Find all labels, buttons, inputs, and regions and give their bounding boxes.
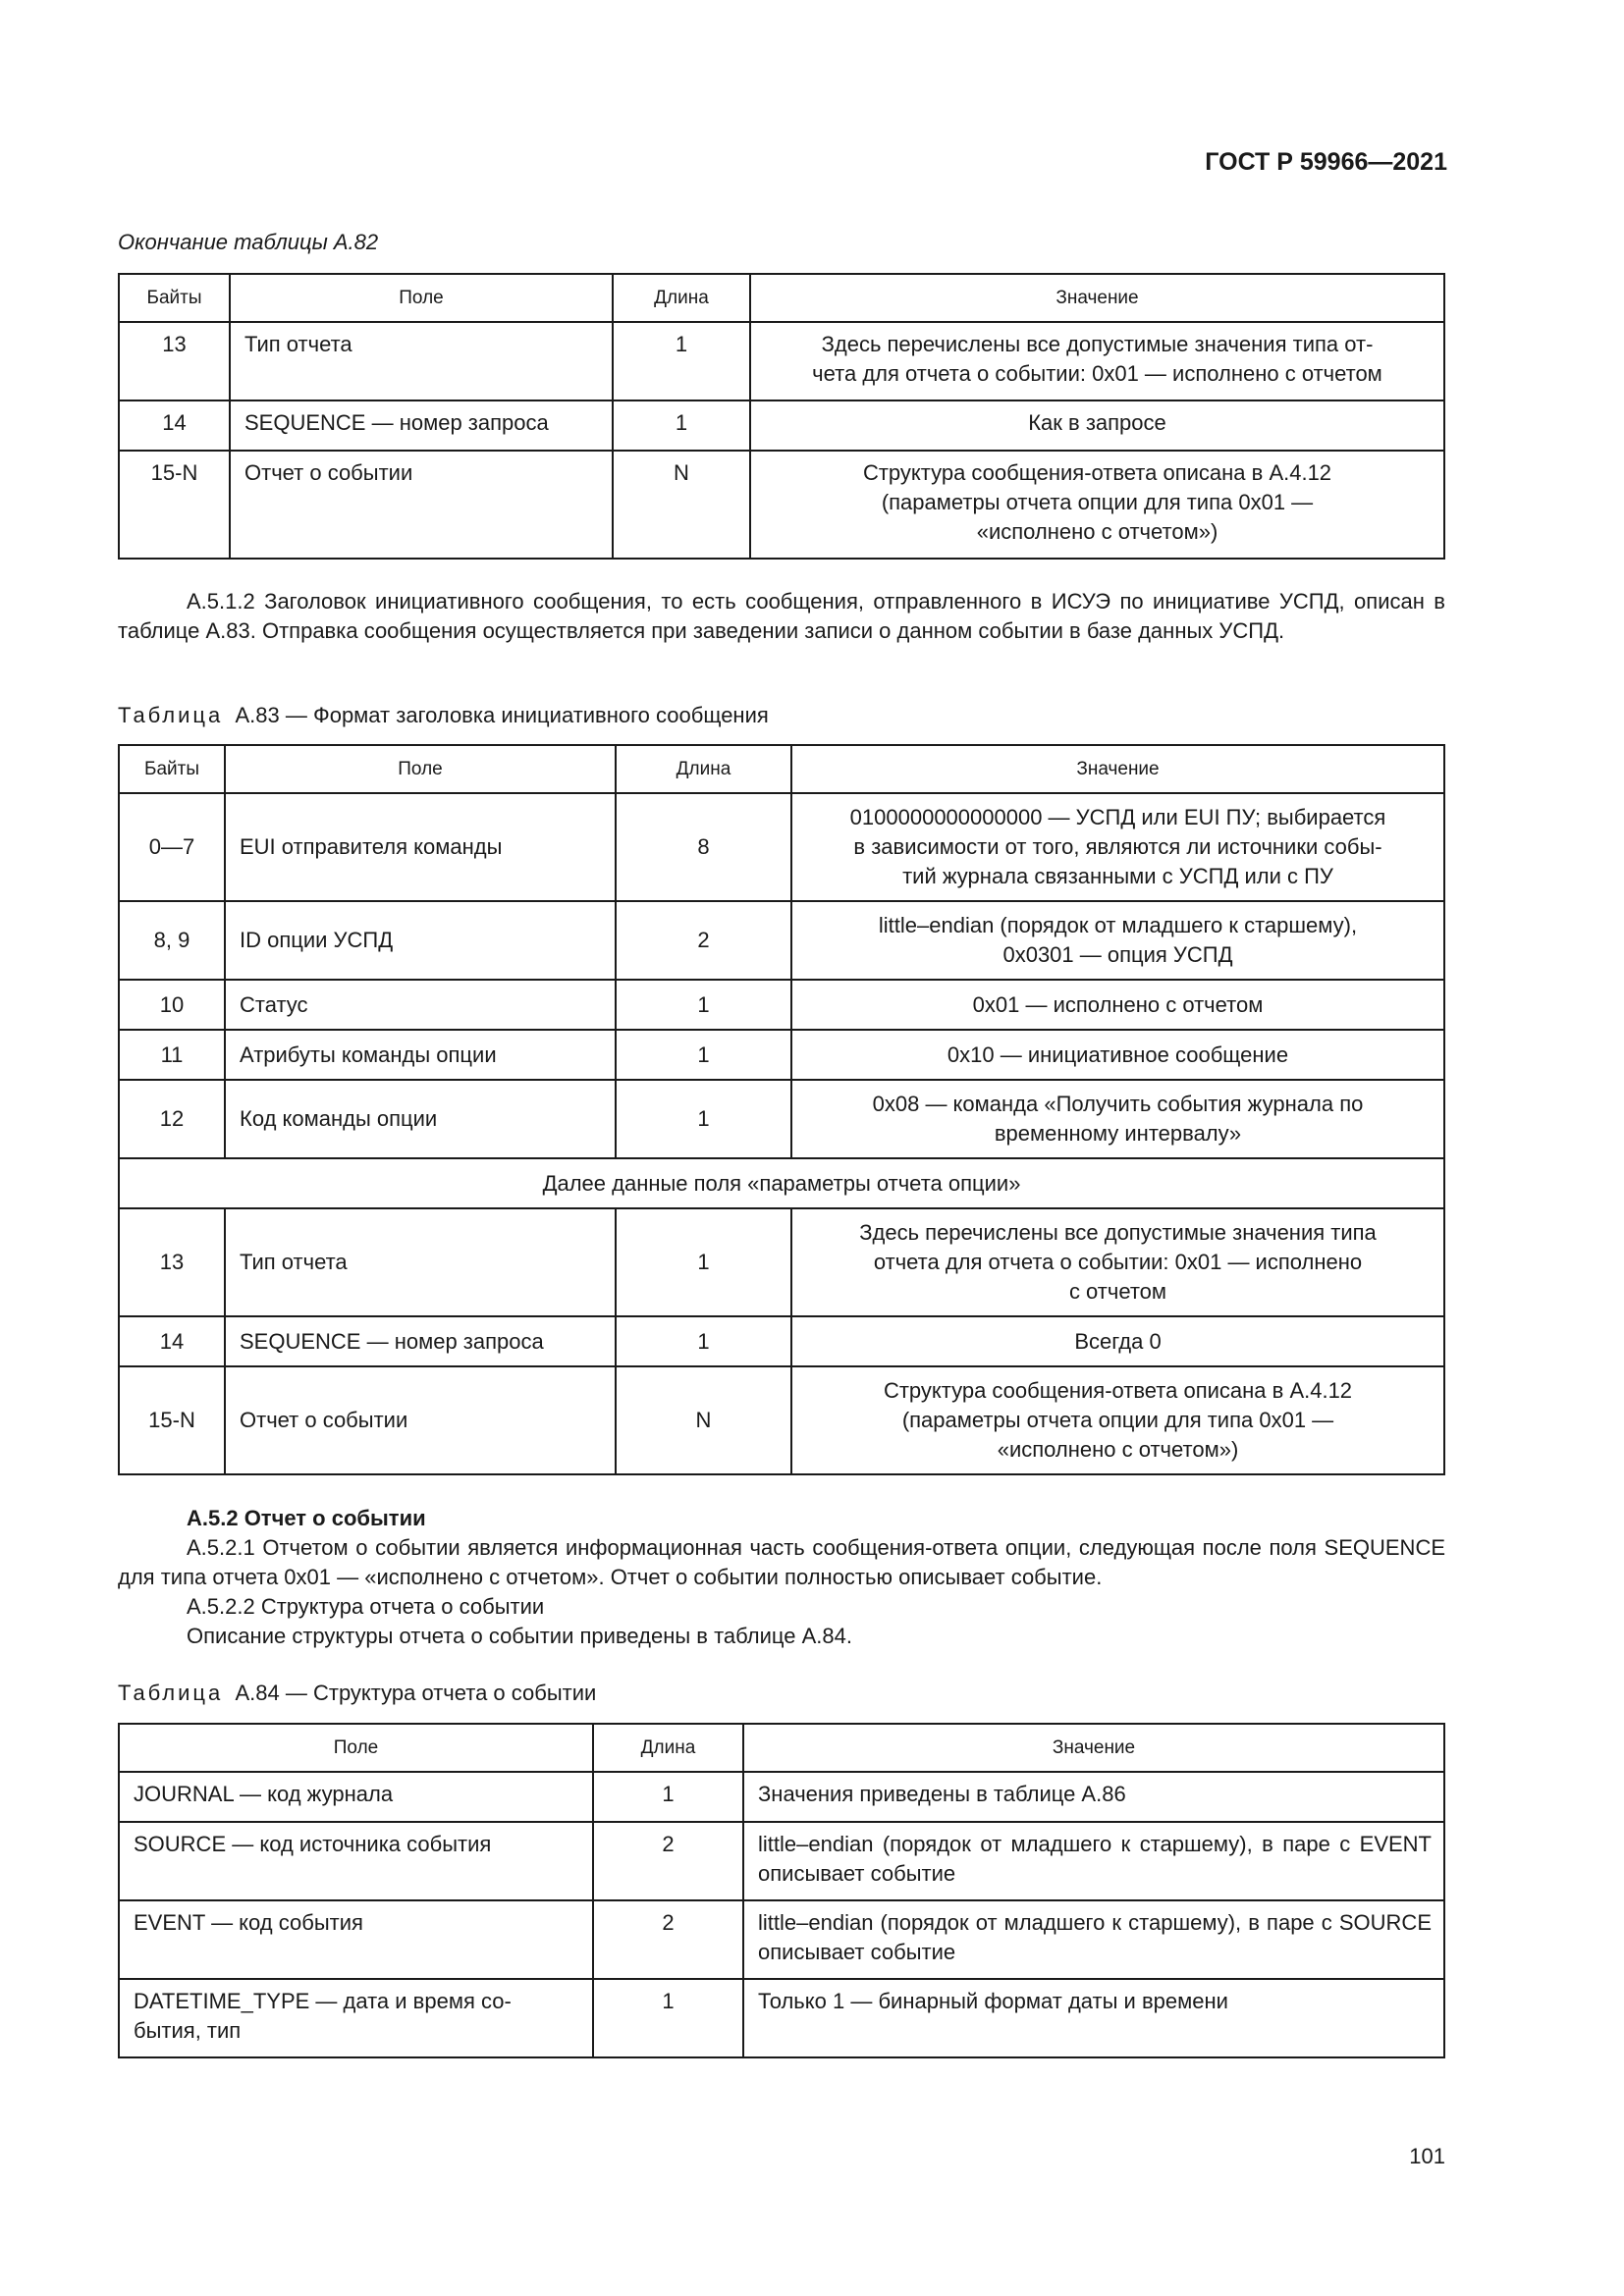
table-row [119,1208,1444,1316]
cell-length: 8 [616,793,791,901]
paragraph-a522: А.5.2.2 Структура отчета о событии [187,1594,545,1619]
cell-field: DATETIME_TYPE — дата и время со- бытия, тип [119,1979,593,2057]
caption-text: А.84 — Структура отчета о событии [235,1681,597,1705]
cell-field: Статус [225,980,616,1030]
cell-length: N [613,451,750,559]
cell-length: 1 [616,1208,791,1316]
cell-length: 1 [613,400,750,451]
cell-span: Далее данные поля «параметры отчета опции» [119,1158,1444,1208]
cell-field: SOURCE — код источника события [119,1822,593,1900]
table-a84-caption [118,1681,596,1706]
cell-value: Всегда 0 [791,1316,1444,1366]
cell-length: 2 [616,901,791,980]
paragraph-a522-desc: Описание структуры отчета о событии приведены в таблице А.84. [187,1624,852,1648]
caption-label: Таблица [118,1681,224,1705]
table-row [119,1900,1444,1979]
table-row [119,793,1444,901]
cell-bytes: 11 [119,1030,225,1080]
header-field: Поле [225,745,616,793]
paragraph-a521: А.5.2.1 Отчетом о событии является информационная часть сообщения-ответа опции, следующая после поля SEQUENCE для типа отчета 0x01 — «исполнено с отчетом». Отчет о событии полностью описывает событие. [118,1535,1445,1589]
caption-label: Таблица [118,703,224,727]
cell-field: Тип отчета [225,1208,616,1316]
cell-length: 1 [616,1316,791,1366]
paragraph-text: А.5.1.2 Заголовок инициативного сообщения, то есть сообщения, отправленного в ИСУЭ по инициативе УСПД, описан в таблице А.83. Отправка сообщения осуществляется при заведении записи о данном событии в базе данных УСПД. [118,589,1445,643]
cell-field: EUI отправителя команды [225,793,616,901]
cell-value: Структура сообщения-ответа описана в А.4.12 (параметры отчета опции для типа 0x01 — «исполнено с отчетом») [791,1366,1444,1474]
cell-length: 1 [613,322,750,400]
cell-length: 2 [593,1900,743,1979]
header-bytes: Байты [119,745,225,793]
standard-designation: ГОСТ Р 59966—2021 [1205,148,1447,176]
cell-bytes: 13 [119,322,230,400]
cell-bytes: 12 [119,1080,225,1158]
cell-value: Здесь перечислены все допустимые значения типа от- чета для отчета о событии: 0x01 — исполнено с отчетом [750,322,1444,400]
caption-text: А.83 — Формат заголовка инициативного сообщения [235,703,769,727]
cell-bytes: 10 [119,980,225,1030]
cell-field: SEQUENCE — номер запроса [225,1316,616,1366]
header-field: Поле [119,1724,593,1772]
table-row [119,1822,1444,1900]
cell-field: Код команды опции [225,1080,616,1158]
table-a83 [118,744,1445,1475]
cell-length: 1 [616,1030,791,1080]
table-row [119,1979,1444,2057]
header-length: Длина [616,745,791,793]
cell-field: EVENT — код события [119,1900,593,1979]
cell-field: Атрибуты команды опции [225,1030,616,1080]
cell-value: Структура сообщения-ответа описана в А.4.12 (параметры отчета опции для типа 0x01 — «исполнено с отчетом») [750,451,1444,559]
header-length: Длина [593,1724,743,1772]
cell-bytes: 8, 9 [119,901,225,980]
section-a52 [118,1504,1445,1651]
table-row [119,1080,1444,1158]
paragraph-a512 [118,587,1445,646]
page-number: 101 [1409,2144,1445,2168]
table-a82-caption: Окончание таблицы А.82 [118,230,379,254]
cell-value: little–endian (порядок от младшего к старшему), в паре с SOURCE описывает событие [743,1900,1444,1979]
cell-bytes: 14 [119,400,230,451]
table-a84 [118,1723,1445,2058]
header-value: Значение [743,1724,1444,1772]
cell-field: JOURNAL — код журнала [119,1772,593,1822]
cell-value: 0x08 — команда «Получить события журнала по временному интервалу» [791,1080,1444,1158]
cell-length: 1 [616,1080,791,1158]
cell-bytes: 0—7 [119,793,225,901]
table-a83-caption [118,703,769,728]
header-bytes: Байты [119,274,230,322]
cell-length: N [616,1366,791,1474]
table-a82 [118,273,1445,560]
cell-bytes: 13 [119,1208,225,1316]
table-row [119,901,1444,980]
cell-value: Только 1 — бинарный формат даты и времени [743,1979,1444,2057]
cell-length: 1 [616,980,791,1030]
table-row [119,1030,1444,1080]
cell-value: 0100000000000000 — УСПД или EUI ПУ; выбирается в зависимости от того, являются ли источники собы- тий журнала связанными с УСПД или с ПУ [791,793,1444,901]
table-row [119,322,1444,400]
table-row [119,400,1444,451]
table-span-row [119,1158,1444,1208]
cell-value: 0x01 — исполнено с отчетом [791,980,1444,1030]
cell-value: Как в запросе [750,400,1444,451]
cell-field: ID опции УСПД [225,901,616,980]
cell-bytes: 14 [119,1316,225,1366]
cell-field: Отчет о событии [230,451,613,559]
cell-bytes: 15-N [119,1366,225,1474]
header-value: Значение [750,274,1444,322]
cell-value: little–endian (порядок от младшего к старшему), в паре с EVENT описывает событие [743,1822,1444,1900]
table-row [119,451,1444,559]
table-row [119,1772,1444,1822]
section-heading: А.5.2 Отчет о событии [187,1506,426,1530]
cell-value: little–endian (порядок от младшего к старшему), 0x0301 — опция УСПД [791,901,1444,980]
cell-field: SEQUENCE — номер запроса [230,400,613,451]
table-row [119,1316,1444,1366]
cell-value: Значения приведены в таблице А.86 [743,1772,1444,1822]
cell-length: 2 [593,1822,743,1900]
cell-bytes: 15-N [119,451,230,559]
table-row [119,1366,1444,1474]
cell-field: Тип отчета [230,322,613,400]
table-row [119,980,1444,1030]
cell-value: Здесь перечислены все допустимые значения типа отчета для отчета о событии: 0x01 — исполнено с отчетом [791,1208,1444,1316]
header-length: Длина [613,274,750,322]
cell-field: Отчет о событии [225,1366,616,1474]
header-value: Значение [791,745,1444,793]
cell-length: 1 [593,1772,743,1822]
header-field: Поле [230,274,613,322]
cell-length: 1 [593,1979,743,2057]
cell-value: 0x10 — инициативное сообщение [791,1030,1444,1080]
